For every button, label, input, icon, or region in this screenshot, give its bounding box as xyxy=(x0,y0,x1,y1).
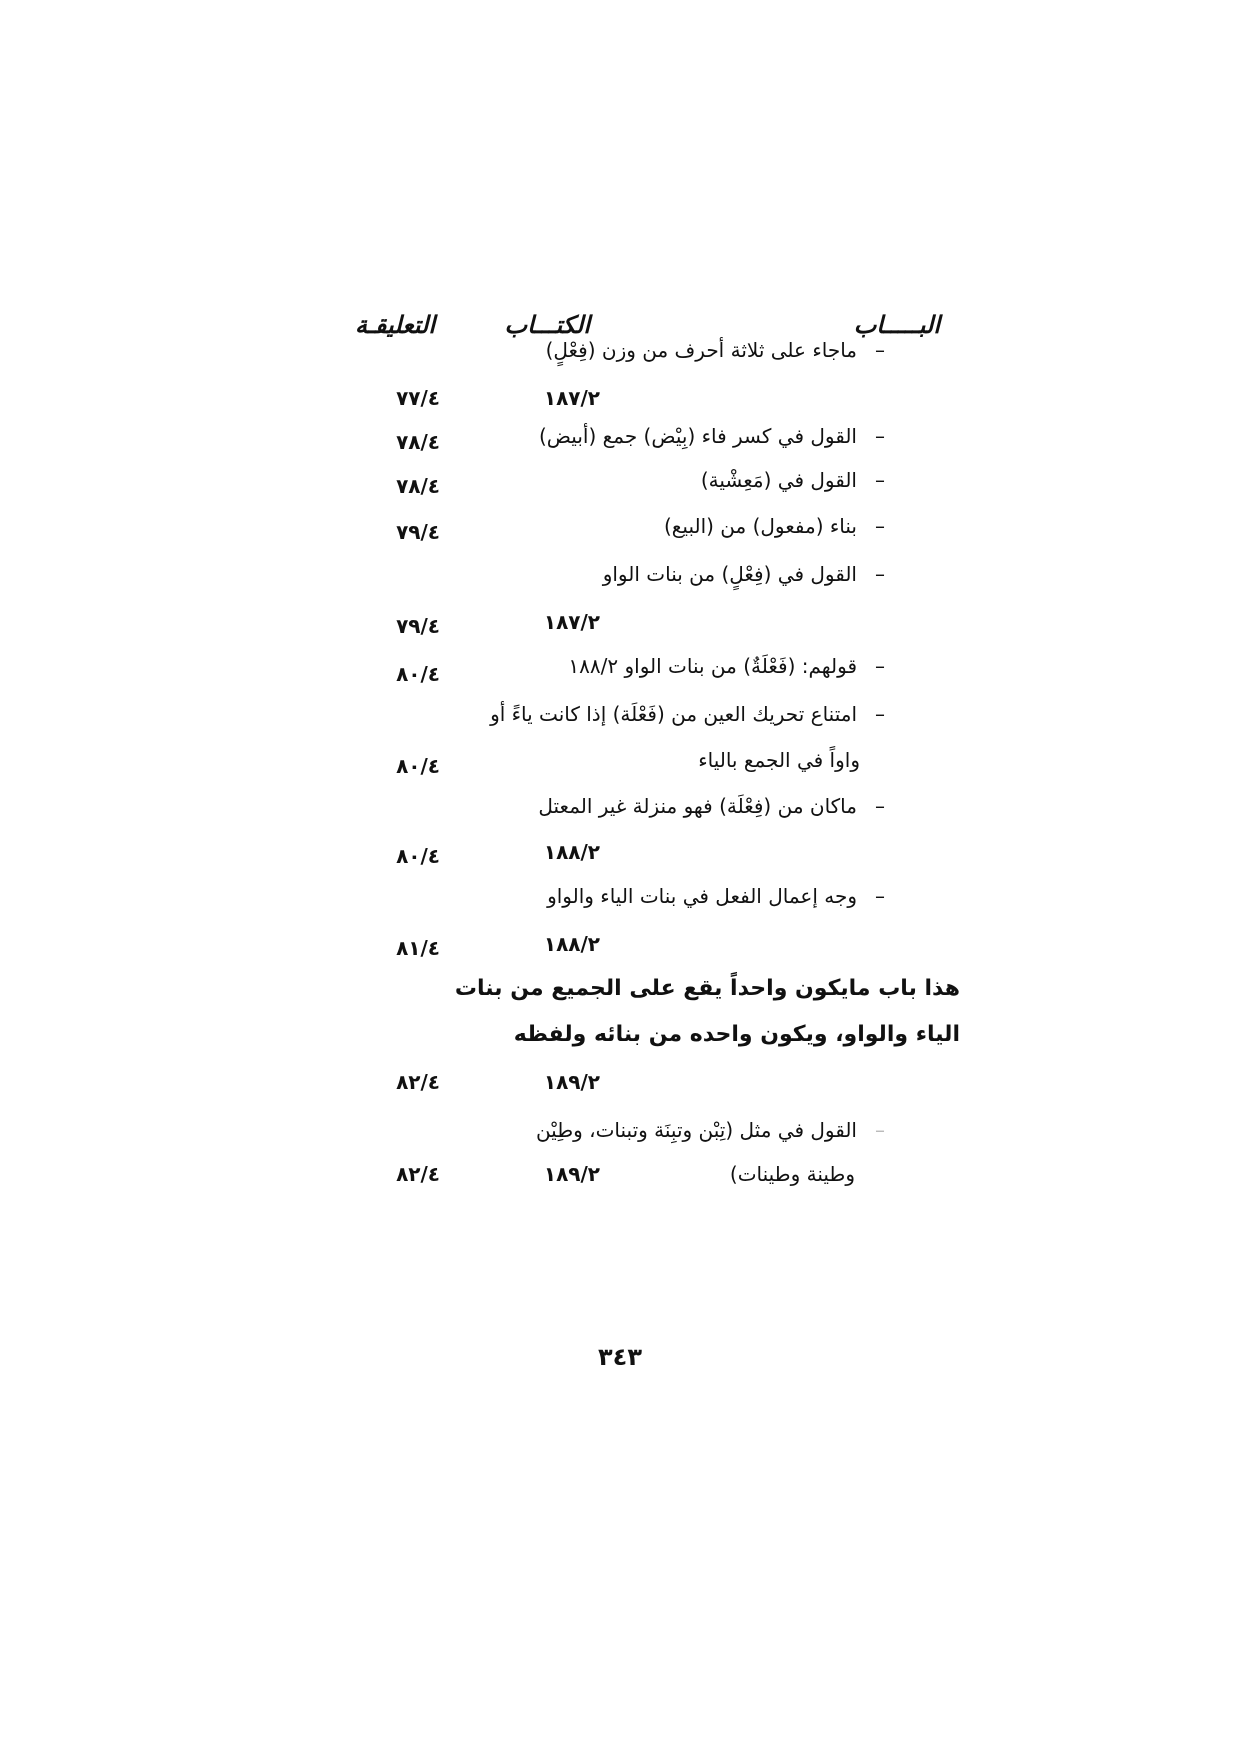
dash-marker: – xyxy=(875,884,885,908)
entry-text: –قولهم: (فَعْلَةٌ) من بنات الواو ١٨٨/٢ xyxy=(568,654,885,678)
taliqa-reference: ٨٠/٤ xyxy=(396,844,440,868)
dash-marker: – xyxy=(875,338,885,362)
dash-marker: – xyxy=(875,654,885,678)
entry-text: –ماكان من (فِعْلَة) فهو منزلة غير المعتل xyxy=(538,794,885,818)
kitab-reference: ١٨٨/٢ xyxy=(543,840,600,864)
taliqa-reference: ٧٩/٤ xyxy=(396,520,440,544)
taliqa-reference: ٨١/٤ xyxy=(396,936,440,960)
column-header-bab: البـــــاب xyxy=(853,310,940,339)
dash-marker: – xyxy=(875,424,885,448)
dash-marker: – xyxy=(875,468,885,492)
taliqa-reference: ٧٧/٤ xyxy=(396,386,440,410)
taliqa-reference: ٨٠/٤ xyxy=(396,754,440,778)
kitab-reference: ١٨٧/٢ xyxy=(543,610,600,634)
entry-text: –بناء (مفعول) من (البيع) xyxy=(663,514,885,538)
dash-marker: – xyxy=(875,562,885,586)
page-number: ٣٤٣ xyxy=(598,1343,642,1371)
entry-text: –امتناع تحريك العين من (فَعْلَة) إذا كانت ياءً أو xyxy=(490,702,885,726)
entry-text-continuation: واواً في الجمع بالياء xyxy=(698,748,860,772)
entry-text-continuation: وطينة وطينات) xyxy=(729,1162,855,1186)
entry-text: –القول في مثل (تِبْن وتبِنَة وتبنات، وطِيْن xyxy=(535,1118,885,1142)
column-header-taliqa: التعليقـة xyxy=(354,310,435,339)
column-header-kitab: الكتـــاب xyxy=(504,310,590,339)
kitab-reference: ١٨٩/٢ xyxy=(543,1162,600,1186)
entry-text: –القول في (فِعْلٍ) من بنات الواو xyxy=(602,562,885,586)
section-heading-line: الياء والواو، ويكون واحده من بنائه ولفظه xyxy=(513,1022,960,1047)
section-heading-line: هذا باب مايكون واحداً يقع على الجميع من بنات xyxy=(454,976,960,1001)
entry-text: –القول في كسر فاء (بِيْض) جمع (أبيض) xyxy=(538,424,885,448)
taliqa-reference: ٨٢/٤ xyxy=(396,1162,440,1186)
taliqa-reference: ٧٨/٤ xyxy=(396,474,440,498)
dash-marker: – xyxy=(875,794,885,818)
dash-marker: – xyxy=(875,1118,885,1142)
taliqa-reference: ٨٠/٤ xyxy=(396,662,440,686)
entry-text: –القول في (مَعِشْية) xyxy=(700,468,885,492)
taliqa-reference: ٧٩/٤ xyxy=(396,614,440,638)
entry-text: –ماجاء على ثلاثة أحرف من وزن (فِعْلٍ) xyxy=(545,338,885,362)
taliqa-reference: ٧٨/٤ xyxy=(396,430,440,454)
dash-marker: – xyxy=(875,514,885,538)
kitab-reference: ١٨٨/٢ xyxy=(543,932,600,956)
kitab-reference: ١٨٩/٢ xyxy=(543,1070,600,1094)
taliqa-reference: ٨٢/٤ xyxy=(396,1070,440,1094)
entry-text: –وجه إعمال الفعل في بنات الياء والواو xyxy=(547,884,885,908)
dash-marker: – xyxy=(875,702,885,726)
kitab-reference: ١٨٧/٢ xyxy=(543,386,600,410)
